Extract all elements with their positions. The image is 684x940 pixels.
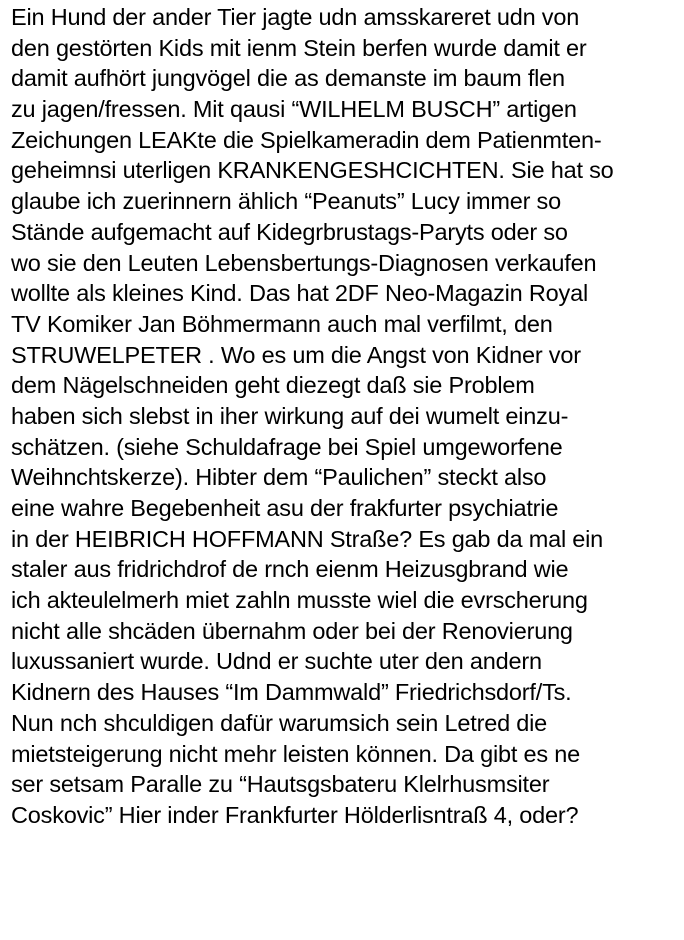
body-text xyxy=(11,2,681,831)
text-line: Nun nch shculdigen dafür warumsich sein Letred die xyxy=(11,709,548,736)
text-line: Kidnern des Hauses “Im Dammwald” Friedrichsdorf/Ts. xyxy=(11,679,572,706)
text-line: Stände aufgemacht auf Kidegrbrustags-Paryts oder so xyxy=(11,218,568,245)
text-line: Ein Hund der ander Tier jagte udn amsskareret udn von xyxy=(11,4,580,30)
text-line: zu jagen/fressen. Mit qausi “WILHELM BUSCH” artigen xyxy=(11,96,577,123)
text-line: ich akteulelmerh miet zahln musste wiel die evrscherung xyxy=(11,587,588,614)
text-line: haben sich slebst in iher wirkung auf dei wumelt einzu- xyxy=(11,402,569,429)
text-line: eine wahre Begebenheit asu der frakfurter psychiatrie xyxy=(11,495,559,521)
text-line: dem Nägelschneiden geht diezegt daß sie Problem xyxy=(11,372,535,399)
text-line: glaube ich zuerinnern ählich “Peanuts” Lucy immer so xyxy=(11,188,561,215)
text-line: STRUWELPETER . Wo es um die Angst von Kidner vor xyxy=(11,341,581,368)
text-line: mietsteigerung nicht mehr leisten können. Da gibt es ne xyxy=(11,740,580,767)
text-line: in der HEIBRICH HOFFMANN Straße? Es gab da mal ein xyxy=(11,525,604,552)
text-line: luxussaniert wurde. Udnd er suchte uter den andern xyxy=(11,648,542,675)
text-line: TV Komiker Jan Böhmermann auch mal verfilmt, den xyxy=(11,310,553,337)
text-line: geheimnsi uterligen KRANKENGESHCICHTEN. Sie hat so xyxy=(11,157,614,184)
text-line: Weihnchtskerze). Hibter dem “Paulichen” steckt also xyxy=(11,464,547,491)
text-line: Zeichungen LEAKte die Spielkameradin dem Patienmten- xyxy=(11,126,602,153)
text-line: schätzen. (siehe Schuldafrage bei Spiel umgeworfene xyxy=(11,433,563,460)
text-line: staler aus fridrichdrof de rnch eienm Heizusgbrand wie xyxy=(11,556,569,583)
text-line: wo sie den Leuten Lebensbertungs-Diagnosen verkaufen xyxy=(11,249,597,276)
text-line: nicht alle shcäden übernahm oder bei der Renovierung xyxy=(11,617,573,644)
text-line: den gestörten Kids mit ienm Stein berfen wurde damit er xyxy=(11,34,587,61)
text-line: wollte als kleines Kind. Das hat 2DF Neo-Magazin Royal xyxy=(11,280,588,307)
text-line: ser setsam Paralle zu “Hautsgsbateru Klelrhusmsiter xyxy=(11,771,550,798)
text-line: Coskovic” Hier inder Frankfurter Hölderlisntraß 4, oder? xyxy=(11,801,579,828)
text-line: damit aufhört jungvögel die as demanste im baum flen xyxy=(11,65,565,92)
